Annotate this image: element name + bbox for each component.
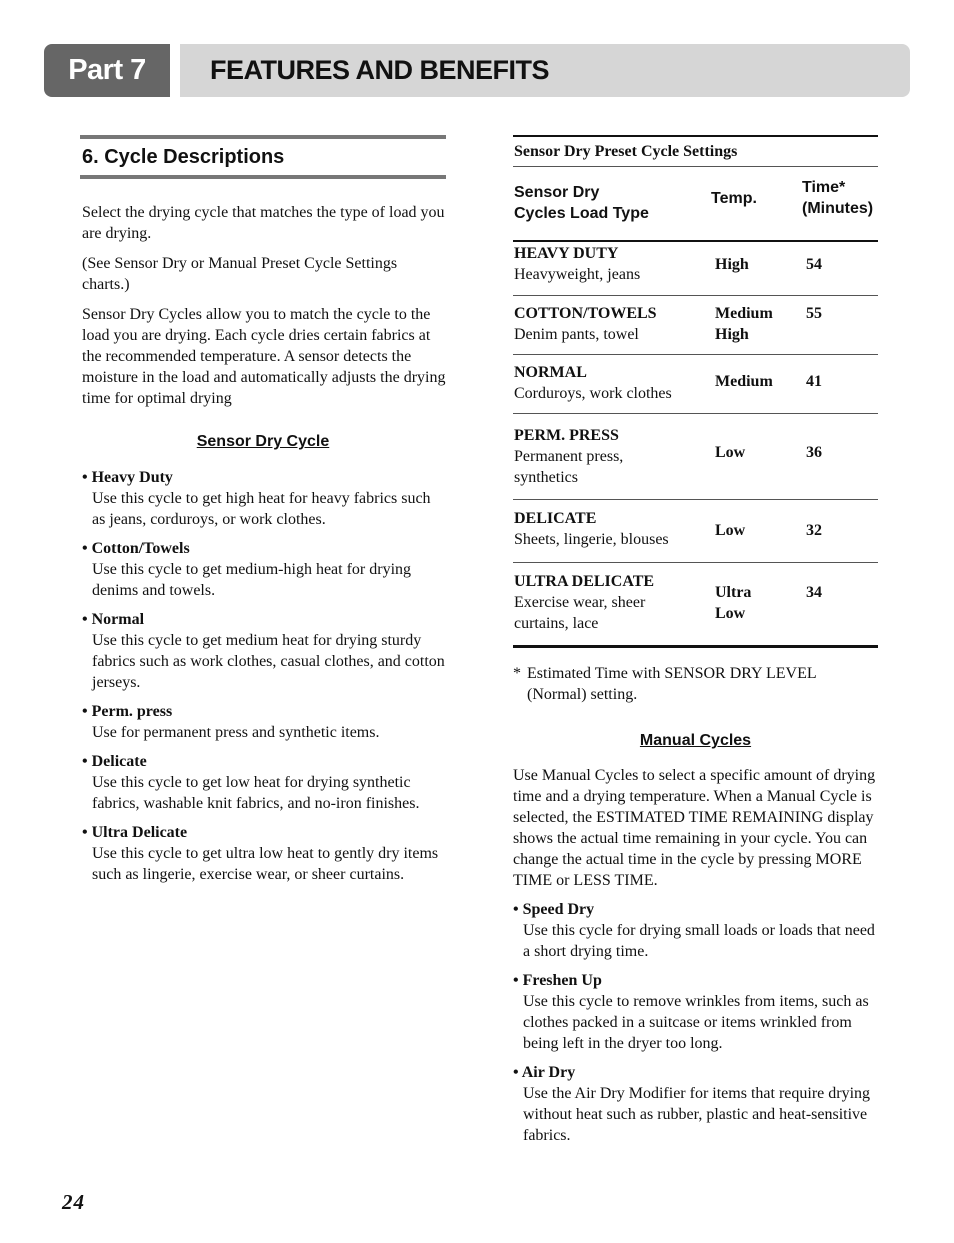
cycle-item-title: • Freshen Up bbox=[513, 972, 602, 989]
row-time: 54 bbox=[806, 256, 822, 273]
table-row bbox=[513, 296, 878, 355]
cycle-item-text: Use this cycle to get medium-high heat for drying denims and towels. bbox=[92, 561, 412, 599]
footnote-text: Estimated Time with SENSOR DRY LEVEL (Normal) setting. bbox=[527, 665, 817, 703]
section-heading bbox=[80, 135, 446, 179]
header-load-type-line2: Cycles Load Type bbox=[514, 205, 649, 222]
cycle-item-text: Use this cycle to get high heat for heavy fabrics such as jeans, corduroys, or work clothes. bbox=[92, 490, 431, 528]
row-load bbox=[514, 508, 669, 550]
row-temp: Low bbox=[715, 444, 746, 461]
row-cycle-name: COTTON/TOWELS bbox=[514, 305, 657, 322]
row-temp-line2: Low bbox=[715, 605, 746, 622]
cycle-item-text: Use this cycle to remove wrinkles from items, such as clothes packed in a suitcase or items wrinkled from being left in the dryer too long. bbox=[523, 993, 869, 1052]
header-time bbox=[802, 177, 873, 219]
cycle-item-title: • Heavy Duty bbox=[82, 469, 173, 486]
cycle-item bbox=[80, 751, 446, 814]
page-title: FEATURES AND BENEFITS bbox=[210, 55, 550, 85]
row-temp: Medium bbox=[715, 373, 773, 390]
row-temp-line2: High bbox=[715, 326, 749, 343]
right-column bbox=[513, 135, 878, 1146]
cycle-item bbox=[80, 609, 446, 693]
cycle-item-text: Use the Air Dry Modifier for items that require drying without heat such as rubber, plastic and heat-sensitive fabrics. bbox=[523, 1085, 871, 1144]
cycle-item-text: Use this cycle for drying small loads or loads that need a short drying time. bbox=[523, 922, 875, 960]
table-row bbox=[513, 500, 878, 563]
row-cycle-name: NORMAL bbox=[514, 364, 587, 381]
row-load bbox=[514, 362, 672, 404]
part-tab bbox=[44, 44, 170, 97]
header-load-type bbox=[514, 182, 649, 224]
row-load bbox=[514, 243, 640, 285]
cycle-item-title: • Perm. press bbox=[82, 703, 173, 720]
table-footnote bbox=[513, 663, 878, 705]
table-row bbox=[513, 414, 878, 500]
part-label: Part 7 bbox=[68, 54, 146, 86]
manual-intro: Use Manual Cycles to select a specific amount of drying time and a drying temperature. When a Manual Cycle is selected, the ESTIMATED TIME REMAINING display shows the actual time remaining in your cycle. You can change the actual time in the cycle by pressing MORE TIME or LESS TIME. bbox=[513, 767, 876, 889]
intro-paragraph: (See Sensor Dry or Manual Preset Cycle Settings charts.) bbox=[82, 255, 398, 293]
cycle-item bbox=[513, 899, 878, 962]
sensor-dry-table bbox=[513, 135, 878, 648]
cycle-item-text: Use this cycle to get low heat for drying synthetic fabrics, washable knit fabrics, and no-iron finishes. bbox=[92, 774, 420, 812]
section-title: 6. Cycle Descriptions bbox=[82, 146, 285, 168]
cycle-item bbox=[80, 701, 446, 743]
row-cycle-name: PERM. PRESS bbox=[514, 427, 619, 444]
title-bar bbox=[180, 44, 910, 97]
row-load-desc: Heavyweight, jeans bbox=[514, 266, 641, 283]
row-cycle-name: HEAVY DUTY bbox=[514, 245, 619, 262]
sensor-dry-subheading: Sensor Dry Cycle bbox=[196, 433, 330, 450]
table-header bbox=[513, 167, 878, 242]
intro-paragraph: Select the drying cycle that matches the type of load you are drying. bbox=[82, 204, 445, 242]
cycle-item-title: • Speed Dry bbox=[513, 901, 595, 918]
manual-cycles-subheading: Manual Cycles bbox=[639, 732, 752, 749]
cycle-item-text: Use this cycle to get ultra low heat to gently dry items such as lingerie, exercise wear, or sheer curtains. bbox=[92, 845, 439, 883]
row-load-desc: Denim pants, towel bbox=[514, 326, 639, 343]
table-row bbox=[513, 355, 878, 414]
row-cycle-name: DELICATE bbox=[514, 510, 597, 527]
header-load-type-line1: Sensor Dry bbox=[514, 184, 600, 201]
row-temp: High bbox=[715, 256, 749, 273]
row-temp bbox=[715, 582, 751, 624]
row-temp: Low bbox=[715, 522, 746, 539]
cycle-item-text: Use for permanent press and synthetic items. bbox=[92, 724, 380, 741]
cycle-item-title: • Normal bbox=[82, 611, 145, 628]
cycle-item bbox=[513, 970, 878, 1054]
row-load bbox=[514, 425, 623, 488]
row-load bbox=[514, 303, 657, 345]
table-caption: Sensor Dry Preset Cycle Settings bbox=[513, 137, 878, 167]
row-load-desc: Permanent press, bbox=[514, 448, 624, 465]
page-number: 24 bbox=[62, 1190, 85, 1214]
row-temp bbox=[715, 303, 773, 345]
row-time: 34 bbox=[806, 584, 822, 601]
left-column bbox=[80, 135, 446, 885]
row-time: 36 bbox=[806, 444, 822, 461]
header-time-line1: Time* bbox=[802, 179, 846, 196]
cycle-item bbox=[80, 822, 446, 885]
cycle-item-title: • Air Dry bbox=[513, 1064, 576, 1081]
row-load-desc: synthetics bbox=[514, 469, 578, 486]
row-temp-line1: Medium bbox=[715, 305, 773, 322]
header-temp: Temp. bbox=[711, 190, 757, 207]
cycle-item-title: • Ultra Delicate bbox=[82, 824, 188, 841]
header-time-line2: (Minutes) bbox=[802, 200, 874, 217]
cycle-item bbox=[513, 1062, 878, 1146]
row-load-desc: Sheets, lingerie, blouses bbox=[514, 531, 669, 548]
row-load-desc: Exercise wear, sheer bbox=[514, 594, 646, 611]
cycle-item bbox=[80, 467, 446, 530]
row-time: 32 bbox=[806, 522, 822, 539]
cycle-item-text: Use this cycle to get medium heat for drying sturdy fabrics such as work clothes, casual clothes, and cotton jerseys. bbox=[92, 632, 445, 691]
table-row bbox=[513, 242, 878, 296]
row-temp-line1: Ultra bbox=[715, 584, 752, 601]
cycle-item bbox=[80, 538, 446, 601]
intro-paragraph: Sensor Dry Cycles allow you to match the cycle to the load you are drying. Each cycle dries certain fabrics at the recommended temperature. A sensor detects the moisture in the load and automatically adjusts the drying time for optimal drying bbox=[82, 306, 446, 407]
cycle-item-title: • Cotton/Towels bbox=[82, 540, 190, 557]
row-time: 41 bbox=[806, 373, 822, 390]
row-time: 55 bbox=[806, 305, 822, 322]
cycle-item-title: • Delicate bbox=[82, 753, 147, 770]
table-row bbox=[513, 563, 878, 648]
row-load-desc: curtains, lace bbox=[514, 615, 599, 632]
footnote-star: * bbox=[513, 665, 521, 682]
row-load bbox=[514, 571, 654, 634]
row-cycle-name: ULTRA DELICATE bbox=[514, 573, 655, 590]
row-load-desc: Corduroys, work clothes bbox=[514, 385, 672, 402]
